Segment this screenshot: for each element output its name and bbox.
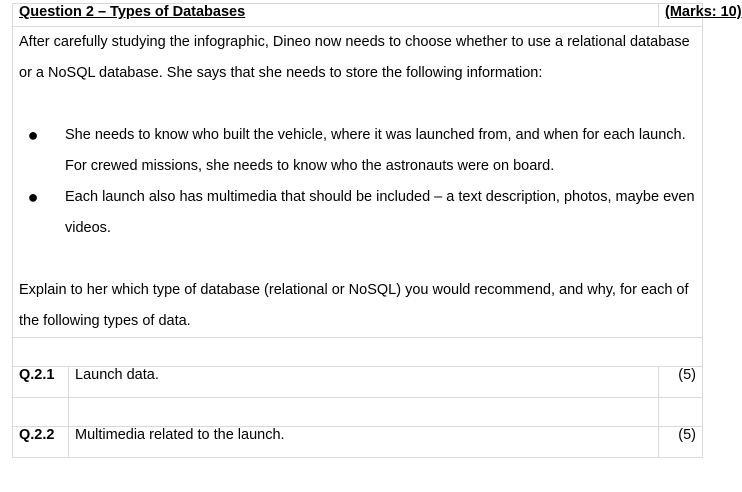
question-marks: (Marks: 10) (659, 4, 703, 27)
bullet-icon: ● (27, 125, 39, 145)
blank-row (13, 398, 703, 427)
question-header-row (13, 4, 703, 27)
question-body-row (13, 27, 703, 338)
blank-row (13, 338, 703, 367)
requirements-list (19, 120, 696, 244)
question-table (12, 3, 742, 458)
question-title: Question 2 – Types of Databases (13, 4, 659, 27)
subquestion-marks: (5) (659, 427, 703, 458)
list-item (19, 120, 696, 182)
subquestion-row (13, 427, 703, 458)
subquestion-marks: (5) (659, 367, 703, 398)
list-item-text: Each launch also has multimedia that should be included – a text description, photos, maybe even videos. (65, 189, 695, 236)
list-item (19, 182, 696, 244)
subquestion-number: Q.2.1 (13, 367, 69, 398)
subquestion-text: Launch data. (69, 367, 659, 398)
question-document (12, 3, 742, 458)
spacer (19, 89, 696, 120)
instruction-paragraph: Explain to her which type of database (relational or NoSQL) you would recommend, and why, for each of the following types of data. (19, 282, 689, 329)
list-item-text: She needs to know who built the vehicle, where it was launched from, and when for each launch. For crewed missions, she needs to know who the astronauts were on board. (65, 127, 686, 174)
intro-paragraph: After carefully studying the infographic, Dineo now needs to choose whether to use a relational database or a NoSQL database. She says that she needs to store the following information: (19, 34, 690, 81)
subquestion-text: Multimedia related to the launch. (69, 427, 659, 458)
subquestion-number: Q.2.2 (13, 427, 69, 458)
bullet-icon: ● (27, 187, 39, 207)
spacer (19, 244, 696, 275)
question-body (13, 27, 703, 338)
subquestion-row (13, 367, 703, 398)
